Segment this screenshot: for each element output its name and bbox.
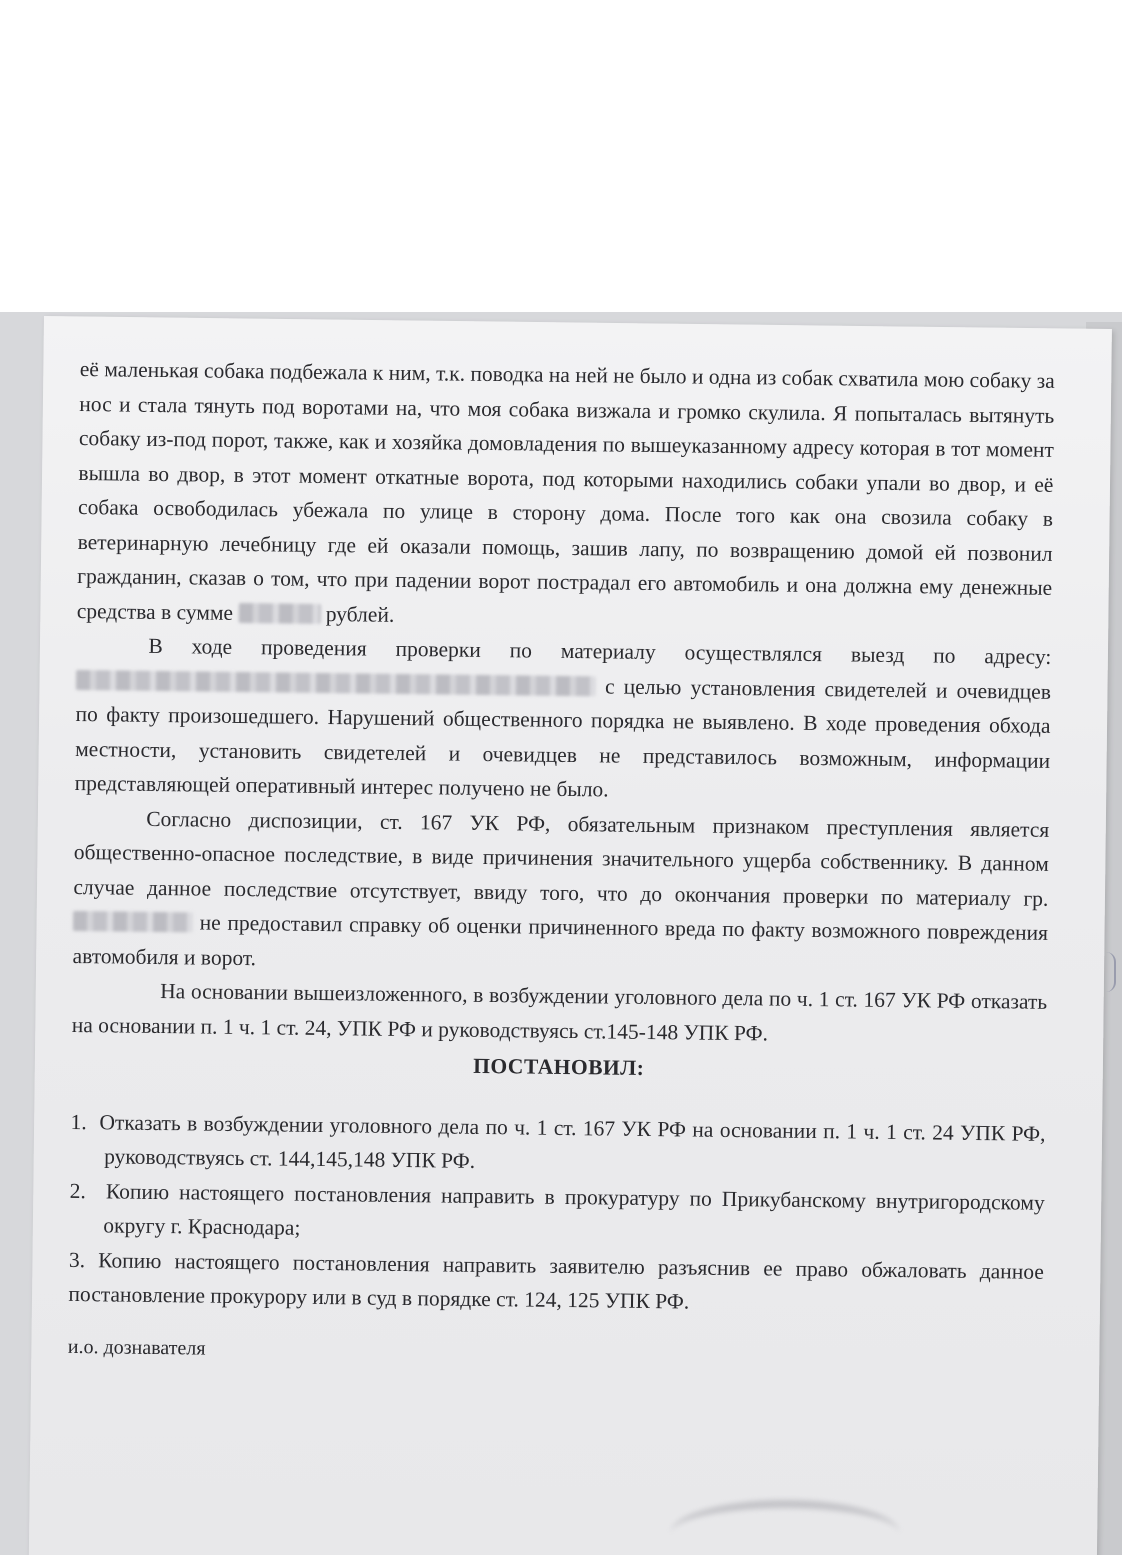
item-text: Копию настоящего постановления направить в прокуратуру по Прикубанскому внутригородскому округу г. Краснодара;: [103, 1178, 1045, 1240]
item-text: Копию настоящего постановления направить заявителю разъяснив ее право обжаловать данное постановление прокурору или в суд в порядке ст. 124, 125 УПК РФ.: [68, 1247, 1045, 1314]
redacted-amount: [238, 602, 320, 623]
paragraph-3-rest: не предоставил справку об оценки причиненного вреда по факту возможного повреждения автомобиля и ворот.: [72, 910, 1049, 970]
pen-mark: [1104, 952, 1116, 992]
decision-item-3: [68, 1242, 1044, 1323]
paragraph-2: [75, 628, 1052, 812]
decision-item-2: [69, 1173, 1045, 1254]
signature-label: и.о. дознавателя: [67, 1335, 206, 1360]
paragraph-1-text: её маленькая собака подбежала к ним, т.к. поводка на ней не было и одна из собак схватила мою собаку за нос и стала тянуть под воротами на, что моя собака визжала и громко скулила. Я попыталась вытянуть собаку из-под порот, также, как и хозяйка домовладения по вышеуказанному адресу которая в тот момент вышла во двор, в этот момент откатные ворота, под которыми находились собаки упали во двор, и её собака освободилась убежала по улице в сторону дома. После того как она свозила собаку в ветеринарную лечебницу где ей оказали помощь, зашив лапу, по возвращению домой ей позвонил гражданин, сказав о том, что при падении ворот пострадал его автомобиль и она должна ему денежные средства в сумме: [76, 356, 1055, 625]
document-text: [68, 352, 1055, 1376]
decision-item-1: [70, 1104, 1046, 1185]
paragraph-3: [72, 800, 1049, 984]
decision-heading: ПОСТАНОВИЛ:: [473, 1053, 645, 1080]
paragraph-1-end: рублей.: [325, 601, 395, 627]
paragraph-2-start: В ходе проведения проверки по материалу осуществлялся выезд по адресу:: [148, 633, 1052, 669]
paragraph-1: [77, 352, 1055, 640]
redacted-name: [73, 911, 193, 932]
document-photo: [0, 312, 1122, 1555]
item-number: 2.: [69, 1178, 87, 1203]
item-text: Отказать в возбуждении уголовного дела по ч. 1 ст. 167 УК РФ на основании п. 1 ч. 1 ст. 24 УПК РФ, руководствуясь ст. 144,145,148 УПК РФ.: [99, 1109, 1046, 1173]
paragraph-4: На основании вышеизложенного, в возбуждении уголовного дела по ч. 1 ст. 167 УК РФ отказать на основании п. 1 ч. 1 ст. 24, УПК РФ и руководствуясь ст.145-148 УПК РФ.: [71, 979, 1048, 1045]
item-number: 1.: [70, 1109, 87, 1134]
paragraph-3-start: Согласно диспозиции, ст. 167 УК РФ, обязательным признаком преступления является общественно-опасное последствие, в виде причинения значительного ущерба собственнику. В данном случае данное последствие отсутствует, ввиду того, что до окончания проверки по материалу гр.: [73, 806, 1050, 911]
redacted-address: [76, 669, 596, 695]
item-number: 3.: [68, 1247, 86, 1272]
paragraph-2-rest: с целью установления свидетелей и очевидцев по факту произошедшего. Нарушений общественного порядка не выявлено. В ходе проведения обхода местности, установить свидетелей и очевидцев не представилось возможным, информации представляющей оперативный интерес получено не было.: [74, 673, 1052, 802]
